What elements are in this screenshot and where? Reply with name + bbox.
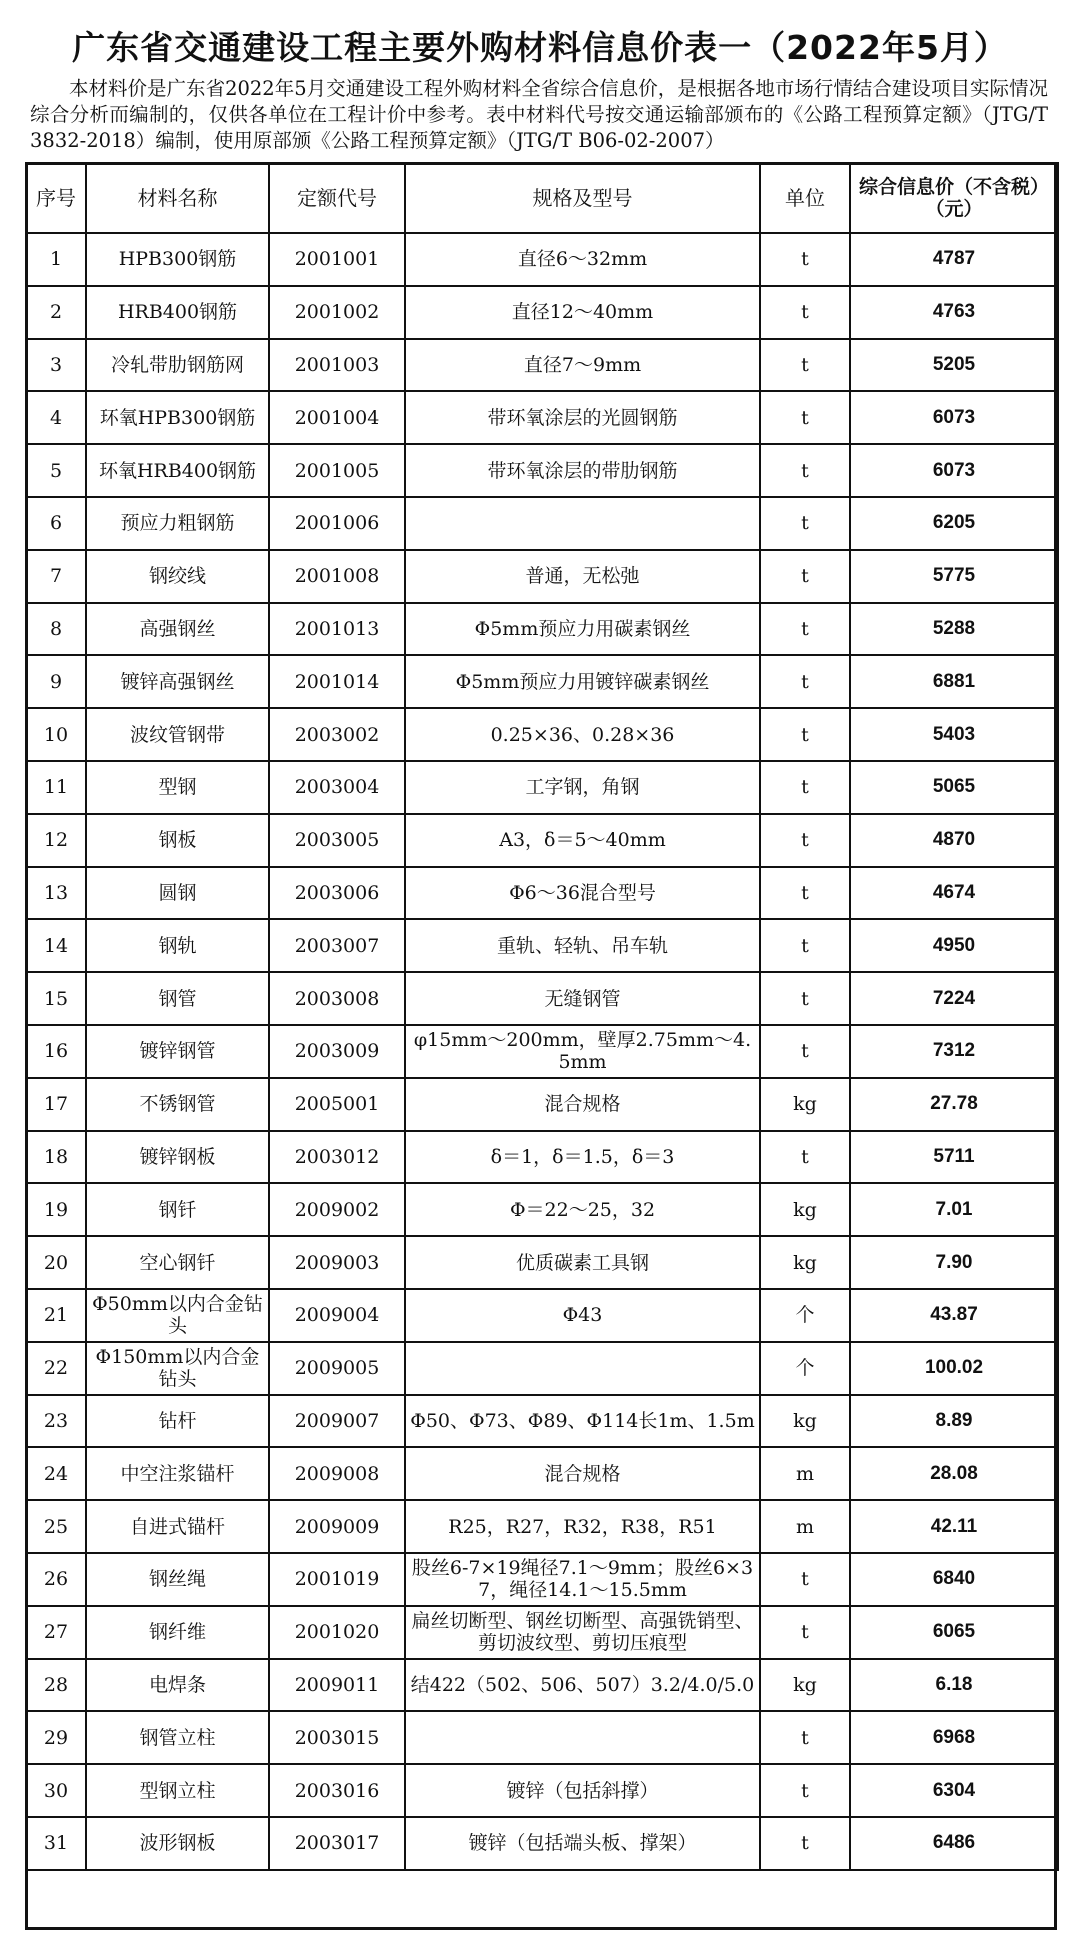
cell-price: 6968	[850, 1711, 1058, 1764]
cell-price: 7.90	[850, 1236, 1058, 1289]
cell-unit: kg	[760, 1659, 850, 1712]
cell-code: 2009003	[269, 1236, 405, 1289]
cell-price: 5205	[850, 339, 1058, 392]
cell-no: 21	[26, 1289, 86, 1342]
cell-spec: 股丝6-7×19绳径7.1～9mm；股丝6×37，绳径14.1～15.5mm	[405, 1553, 760, 1606]
cell-price: 6.18	[850, 1659, 1058, 1712]
cell-unit: 个	[760, 1289, 850, 1342]
cell-code: 2003005	[269, 814, 405, 867]
cell-name: 高强钢丝	[86, 603, 269, 656]
cell-no: 31	[26, 1817, 86, 1870]
cell-spec: 0.25×36、0.28×36	[405, 708, 760, 761]
cell-no: 2	[26, 286, 86, 339]
cell-spec: 重轨、轻轨、吊车轨	[405, 919, 760, 972]
cell-unit: t	[760, 1553, 850, 1606]
table-row	[26, 867, 1058, 920]
cell-name: 镀锌钢管	[86, 1025, 269, 1078]
cell-spec: 带环氧涂层的带肋钢筋	[405, 444, 760, 497]
header-price: 综合信息价（不含税）（元）	[850, 163, 1058, 233]
cell-spec: 镀锌（包括斜撑）	[405, 1764, 760, 1817]
table-row	[26, 1764, 1058, 1817]
table-row	[26, 550, 1058, 603]
cell-price: 5288	[850, 603, 1058, 656]
cell-price: 7224	[850, 972, 1058, 1025]
cell-unit: t	[760, 655, 850, 708]
cell-unit: t	[760, 1606, 850, 1659]
cell-price: 27.78	[850, 1078, 1058, 1131]
cell-code: 2009002	[269, 1183, 405, 1236]
table-row	[26, 603, 1058, 656]
cell-name: 钢管立柱	[86, 1711, 269, 1764]
cell-unit: t	[760, 286, 850, 339]
cell-spec	[405, 497, 760, 550]
table-row	[26, 1500, 1058, 1553]
cell-spec: 镀锌（包括端头板、撑架）	[405, 1817, 760, 1870]
table-row	[26, 339, 1058, 392]
cell-code: 2009011	[269, 1659, 405, 1712]
cell-name: 预应力粗钢筋	[86, 497, 269, 550]
cell-code: 2001020	[269, 1606, 405, 1659]
cell-name: 型钢	[86, 761, 269, 814]
cell-code: 2003007	[269, 919, 405, 972]
cell-name: 环氧HPB300钢筋	[86, 391, 269, 444]
cell-no: 7	[26, 550, 86, 603]
cell-unit: t	[760, 497, 850, 550]
cell-code: 2001006	[269, 497, 405, 550]
cell-no: 23	[26, 1395, 86, 1448]
cell-price: 6486	[850, 1817, 1058, 1870]
table-row	[26, 1025, 1058, 1078]
cell-no: 26	[26, 1553, 86, 1606]
cell-code: 2003008	[269, 972, 405, 1025]
header-name: 材料名称	[86, 163, 269, 233]
cell-name: 型钢立柱	[86, 1764, 269, 1817]
cell-no: 28	[26, 1659, 86, 1712]
cell-no: 15	[26, 972, 86, 1025]
cell-no: 27	[26, 1606, 86, 1659]
cell-price: 6881	[850, 655, 1058, 708]
table-row	[26, 391, 1058, 444]
cell-unit: t	[760, 1711, 850, 1764]
cell-name: 钢管	[86, 972, 269, 1025]
cell-code: 2003017	[269, 1817, 405, 1870]
cell-name: 镀锌高强钢丝	[86, 655, 269, 708]
cell-unit: t	[760, 972, 850, 1025]
cell-price: 6073	[850, 444, 1058, 497]
cell-unit: t	[760, 444, 850, 497]
cell-unit: t	[760, 1131, 850, 1184]
cell-code: 2009005	[269, 1342, 405, 1395]
table-row	[26, 1659, 1058, 1712]
cell-price: 100.02	[850, 1342, 1058, 1395]
cell-code: 2001003	[269, 339, 405, 392]
cell-no: 8	[26, 603, 86, 656]
table-row	[26, 814, 1058, 867]
cell-unit: t	[760, 708, 850, 761]
header-no: 序号	[26, 163, 86, 233]
table-row	[26, 497, 1058, 550]
cell-spec: Φ＝22～25，32	[405, 1183, 760, 1236]
cell-code: 2003006	[269, 867, 405, 920]
cell-code: 2003004	[269, 761, 405, 814]
cell-price: 5403	[850, 708, 1058, 761]
table-row	[26, 1289, 1058, 1342]
cell-unit: t	[760, 814, 850, 867]
table-row	[26, 655, 1058, 708]
cell-code: 2001008	[269, 550, 405, 603]
cell-code: 2001013	[269, 603, 405, 656]
table-row	[26, 919, 1058, 972]
cell-name: 空心钢钎	[86, 1236, 269, 1289]
cell-spec: A3，δ＝5～40mm	[405, 814, 760, 867]
cell-code: 2001014	[269, 655, 405, 708]
table-row	[26, 1236, 1058, 1289]
cell-code: 2003015	[269, 1711, 405, 1764]
price-table	[25, 162, 1059, 1871]
cell-spec: Φ5mm预应力用镀锌碳素钢丝	[405, 655, 760, 708]
cell-price: 42.11	[850, 1500, 1058, 1553]
cell-price: 7312	[850, 1025, 1058, 1078]
cell-no: 11	[26, 761, 86, 814]
cell-spec: 普通，无松弛	[405, 550, 760, 603]
table-row	[26, 1131, 1058, 1184]
cell-no: 18	[26, 1131, 86, 1184]
table-row	[26, 1711, 1058, 1764]
cell-price: 8.89	[850, 1395, 1058, 1448]
cell-unit: t	[760, 550, 850, 603]
cell-name: 钢钎	[86, 1183, 269, 1236]
cell-spec: δ＝1，δ＝1.5，δ＝3	[405, 1131, 760, 1184]
cell-spec: 优质碳素工具钢	[405, 1236, 760, 1289]
cell-name: 中空注浆锚杆	[86, 1447, 269, 1500]
cell-price: 28.08	[850, 1447, 1058, 1500]
intro-paragraph: 本材料价是广东省2022年5月交通建设工程外购材料全省综合信息价，是根据各地市场行情结合建设项目实际情况综合分析而编制的，仅供各单位在工程计价中参考。表中材料代号按交通运输部颁布的《公路工程预算定额》（JTG/T 3832-2018）编制，使用原部颁《公路工程预算定额》（JTG/T B06-02-2007）	[30, 77, 1048, 152]
cell-code: 2003009	[269, 1025, 405, 1078]
cell-name: 钻杆	[86, 1395, 269, 1448]
cell-unit: kg	[760, 1078, 850, 1131]
cell-unit: m	[760, 1500, 850, 1553]
cell-name: 不锈钢管	[86, 1078, 269, 1131]
cell-name: HPB300钢筋	[86, 233, 269, 286]
cell-name: 波纹管钢带	[86, 708, 269, 761]
cell-code: 2001002	[269, 286, 405, 339]
table-row	[26, 1183, 1058, 1236]
cell-name: 波形钢板	[86, 1817, 269, 1870]
cell-name: 圆钢	[86, 867, 269, 920]
cell-price: 4787	[850, 233, 1058, 286]
cell-spec: 无缝钢管	[405, 972, 760, 1025]
table-row	[26, 1606, 1058, 1659]
table-row	[26, 972, 1058, 1025]
cell-spec: Φ43	[405, 1289, 760, 1342]
cell-unit: kg	[760, 1395, 850, 1448]
cell-code: 2001001	[269, 233, 405, 286]
cell-spec: R25，R27，R32，R38，R51	[405, 1500, 760, 1553]
cell-unit: t	[760, 1025, 850, 1078]
cell-unit: t	[760, 603, 850, 656]
cell-unit: kg	[760, 1236, 850, 1289]
cell-spec: 直径6～32mm	[405, 233, 760, 286]
table-row	[26, 1817, 1058, 1870]
cell-code: 2003012	[269, 1131, 405, 1184]
cell-no: 20	[26, 1236, 86, 1289]
cell-no: 22	[26, 1342, 86, 1395]
cell-code: 2009007	[269, 1395, 405, 1448]
cell-no: 4	[26, 391, 86, 444]
cell-price: 5065	[850, 761, 1058, 814]
cell-no: 16	[26, 1025, 86, 1078]
cell-code: 2001019	[269, 1553, 405, 1606]
cell-no: 13	[26, 867, 86, 920]
cell-code: 2003002	[269, 708, 405, 761]
cell-spec	[405, 1342, 760, 1395]
cell-price: 43.87	[850, 1289, 1058, 1342]
cell-no: 3	[26, 339, 86, 392]
cell-unit: t	[760, 339, 850, 392]
cell-name: 镀锌钢板	[86, 1131, 269, 1184]
cell-no: 30	[26, 1764, 86, 1817]
cell-unit: t	[760, 1817, 850, 1870]
cell-spec: 直径12～40mm	[405, 286, 760, 339]
cell-price: 4950	[850, 919, 1058, 972]
cell-name: Φ150mm以内合金钻头	[86, 1342, 269, 1395]
cell-spec	[405, 1711, 760, 1764]
cell-name: Φ50mm以内合金钻头	[86, 1289, 269, 1342]
cell-spec: 扁丝切断型、钢丝切断型、高强铣销型、剪切波纹型、剪切压痕型	[405, 1606, 760, 1659]
cell-spec: Φ50、Φ73、Φ89、Φ114长1m、1.5m	[405, 1395, 760, 1448]
cell-code: 2009004	[269, 1289, 405, 1342]
cell-name: 钢绞线	[86, 550, 269, 603]
cell-code: 2009008	[269, 1447, 405, 1500]
cell-no: 5	[26, 444, 86, 497]
cell-price: 6840	[850, 1553, 1058, 1606]
page-title: 广东省交通建设工程主要外购材料信息价表一（2022年5月）	[72, 28, 1008, 67]
cell-code: 2005001	[269, 1078, 405, 1131]
cell-spec: φ15mm～200mm，壁厚2.75mm～4.5mm	[405, 1025, 760, 1078]
cell-price: 7.01	[850, 1183, 1058, 1236]
header-spec: 规格及型号	[405, 163, 760, 233]
cell-name: 钢板	[86, 814, 269, 867]
cell-name: 钢纤维	[86, 1606, 269, 1659]
cell-spec: 带环氧涂层的光圆钢筋	[405, 391, 760, 444]
table-row	[26, 1553, 1058, 1606]
cell-code: 2009009	[269, 1500, 405, 1553]
table-row	[26, 761, 1058, 814]
cell-price: 6073	[850, 391, 1058, 444]
cell-price: 4763	[850, 286, 1058, 339]
table-row	[26, 1342, 1058, 1395]
cell-spec: 直径7～9mm	[405, 339, 760, 392]
cell-unit: t	[760, 761, 850, 814]
cell-spec: 混合规格	[405, 1078, 760, 1131]
cell-unit: m	[760, 1447, 850, 1500]
cell-price: 4870	[850, 814, 1058, 867]
cell-no: 6	[26, 497, 86, 550]
table-row	[26, 708, 1058, 761]
cell-spec: 混合规格	[405, 1447, 760, 1500]
cell-unit: t	[760, 391, 850, 444]
table-row	[26, 1078, 1058, 1131]
cell-price: 5775	[850, 550, 1058, 603]
cell-code: 2001004	[269, 391, 405, 444]
cell-name: 冷轧带肋钢筋网	[86, 339, 269, 392]
cell-name: 钢轨	[86, 919, 269, 972]
cell-unit: t	[760, 919, 850, 972]
cell-price: 6205	[850, 497, 1058, 550]
table-header-row	[26, 163, 1058, 233]
cell-spec: 工字钢，角钢	[405, 761, 760, 814]
cell-no: 9	[26, 655, 86, 708]
cell-name: 自进式锚杆	[86, 1500, 269, 1553]
cell-spec: Φ6～36混合型号	[405, 867, 760, 920]
cell-name: 电焊条	[86, 1659, 269, 1712]
cell-spec: 结422（502、506、507）3.2/4.0/5.0	[405, 1659, 760, 1712]
cell-price: 6065	[850, 1606, 1058, 1659]
table-row	[26, 1447, 1058, 1500]
cell-unit: t	[760, 867, 850, 920]
table-row	[26, 233, 1058, 286]
table-row	[26, 1395, 1058, 1448]
cell-name: 钢丝绳	[86, 1553, 269, 1606]
cell-no: 24	[26, 1447, 86, 1500]
cell-no: 10	[26, 708, 86, 761]
cell-unit: 个	[760, 1342, 850, 1395]
cell-no: 29	[26, 1711, 86, 1764]
cell-no: 1	[26, 233, 86, 286]
cell-name: HRB400钢筋	[86, 286, 269, 339]
cell-no: 25	[26, 1500, 86, 1553]
cell-price: 5711	[850, 1131, 1058, 1184]
cell-price: 6304	[850, 1764, 1058, 1817]
cell-unit: t	[760, 1764, 850, 1817]
table-row	[26, 444, 1058, 497]
cell-no: 14	[26, 919, 86, 972]
cell-no: 19	[26, 1183, 86, 1236]
cell-price: 4674	[850, 867, 1058, 920]
table-row	[26, 286, 1058, 339]
header-unit: 单位	[760, 163, 850, 233]
cell-name: 环氧HRB400钢筋	[86, 444, 269, 497]
cell-unit: kg	[760, 1183, 850, 1236]
cell-spec: Φ5mm预应力用碳素钢丝	[405, 603, 760, 656]
header-code: 定额代号	[269, 163, 405, 233]
cell-code: 2001005	[269, 444, 405, 497]
cell-unit: t	[760, 233, 850, 286]
cell-code: 2003016	[269, 1764, 405, 1817]
cell-no: 17	[26, 1078, 86, 1131]
cell-no: 12	[26, 814, 86, 867]
